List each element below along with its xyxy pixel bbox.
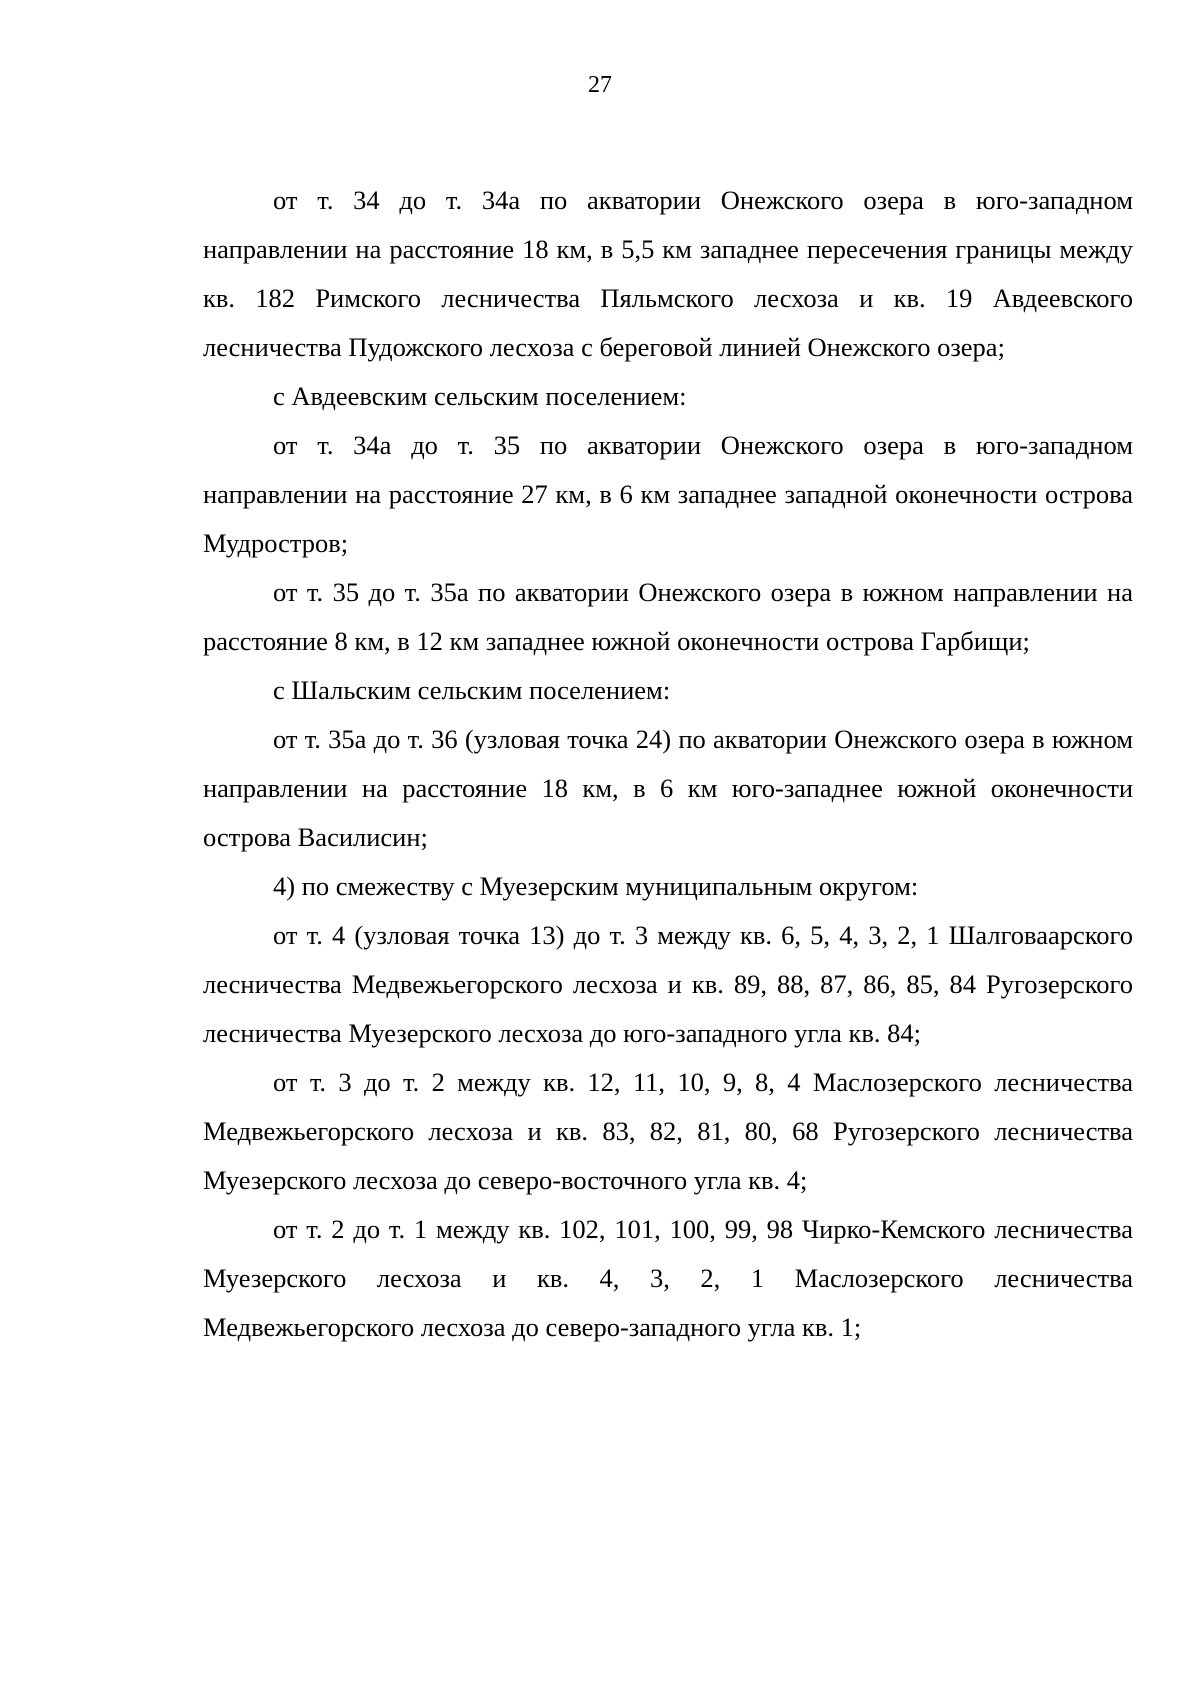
paragraph: с Авдеевским сельским поселением:: [273, 381, 687, 411]
paragraph: 4) по смежеству с Муезерским муниципальным округом:: [273, 871, 919, 901]
page-number: 27: [588, 72, 612, 98]
paragraph: от т. 4 (узловая точка 13) до т. 3 между кв. 6, 5, 4, 3, 2, 1 Шалговаарского лесничества Медвежьегорского лесхоза и кв. 89, 88, 87, 86, 85, 84 Ругозерского лесничества Муезерского лесхоза до юго-западного угла кв. 84;: [203, 920, 1133, 1048]
paragraph: с Шальским сельским поселением:: [273, 675, 671, 705]
paragraph: от т. 34а до т. 35 по акватории Онежского озера в юго-западном направлении на расстояние 27 км, в 6 км западнее западной оконечности острова Мудростров;: [203, 430, 1133, 558]
paragraph: от т. 35 до т. 35а по акватории Онежского озера в южном направлении на расстояние 8 км, в 12 км западнее южной оконечности острова Гарбищи;: [203, 577, 1133, 656]
document-body: [203, 176, 1133, 1352]
paragraph: от т. 35а до т. 36 (узловая точка 24) по акватории Онежского озера в южном направлении на расстояние 18 км, в 6 км юго-западнее южной оконечности острова Василисин;: [203, 724, 1133, 852]
paragraph: от т. 3 до т. 2 между кв. 12, 11, 10, 9, 8, 4 Маслозерского лесничества Медвежьегорского лесхоза и кв. 83, 82, 81, 80, 68 Ругозерского лесничества Муезерского лесхоза до северо-восточного угла кв. 4;: [203, 1067, 1133, 1195]
paragraph: от т. 2 до т. 1 между кв. 102, 101, 100, 99, 98 Чирко-Кемского лесничества Муезерского лесхоза и кв. 4, 3, 2, 1 Маслозерского лесничества Медвежьегорского лесхоза до северо-западного угла кв. 1;: [203, 1214, 1133, 1342]
paragraph: от т. 34 до т. 34а по акватории Онежского озера в юго-западном направлении на расстояние 18 км, в 5,5 км западнее пересечения границы между кв. 182 Римского лесничества Пяльмского лесхоза и кв. 19 Авдеевского лесничества Пудожского лесхоза с береговой линией Онежского озера;: [203, 185, 1133, 362]
